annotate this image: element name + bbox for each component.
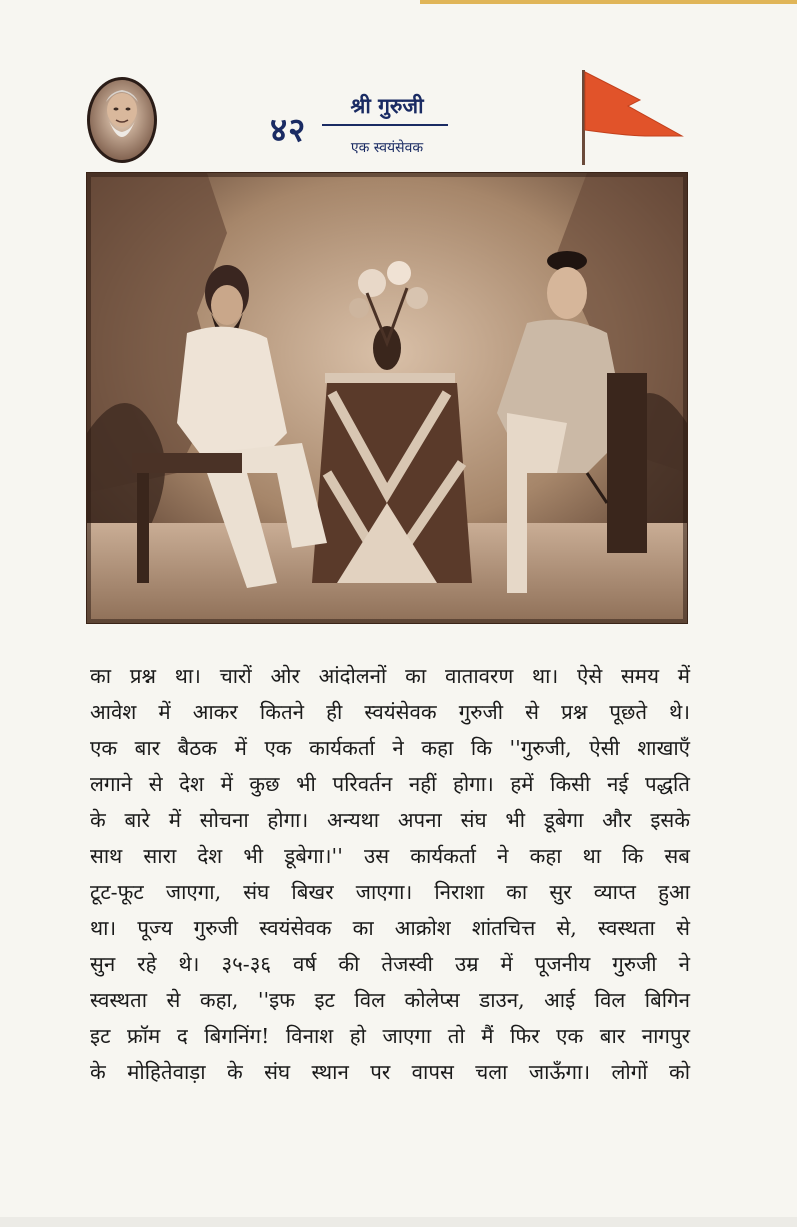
historical-photo: [86, 172, 688, 624]
text-line: इट फ्रॉम द बिगनिंग! विनाश हो जाएगा तो मैं फिर एक बार नागपुर: [90, 1024, 690, 1048]
text-line: के मोहितेवाड़ा के संघ स्थान पर वापस चला जाऊँगा। लोगों को: [90, 1060, 690, 1084]
body-text: [90, 658, 690, 1090]
title-divider: [322, 124, 448, 126]
text-line: आवेश में आकर कितने ही स्वयंसेवक गुरुजी से प्रश्न पूछते थे।: [90, 700, 690, 724]
page-title: श्री गुरुजी: [350, 93, 424, 118]
text-line: टूट-फूट जाएगा, संघ बिखर जाएगा। निराशा का सुर व्याप्त हुआ: [90, 880, 690, 904]
portrait-icon: [86, 76, 158, 164]
page-subtitle: एक स्वयंसेवक: [350, 140, 424, 156]
text-line: स्वस्थता से कहा, ''इफ इट विल कोलेप्स डाउन, आई विल बिगिन: [90, 988, 690, 1012]
saffron-flag-icon: [578, 70, 693, 165]
text-line: था। पूज्य गुरुजी स्वयंसेवक का आक्रोश शांतचित्त से, स्वस्थता से: [90, 916, 690, 940]
text-line: के बारे में सोचना होगा। अन्यथा अपना संघ भी डूबेगा और इसके: [90, 808, 690, 832]
text-line: साथ सारा देश भी डूबेगा।'' उस कार्यकर्ता ने कहा था कि सब: [90, 844, 690, 868]
text-line: लगाने से देश में कुछ भी परिवर्तन नहीं होगा। हमें किसी नई पद्धति: [90, 772, 690, 796]
text-line: का प्रश्न था। चारों ओर आंदोलनों का वातावरण था। ऐसे समय में: [90, 664, 690, 688]
bottom-edge: [0, 1217, 797, 1227]
page-number: ४२: [270, 110, 307, 149]
top-edge-rule: [420, 0, 797, 4]
text-line: सुन रहे थे। ३५-३६ वर्ष की तेजस्वी उम्र में पूजनीय गुरुजी ने: [90, 952, 690, 976]
text-line: एक बार बैठक में एक कार्यकर्ता ने कहा कि ''गुरुजी, ऐसी शाखाएँ: [90, 736, 690, 760]
